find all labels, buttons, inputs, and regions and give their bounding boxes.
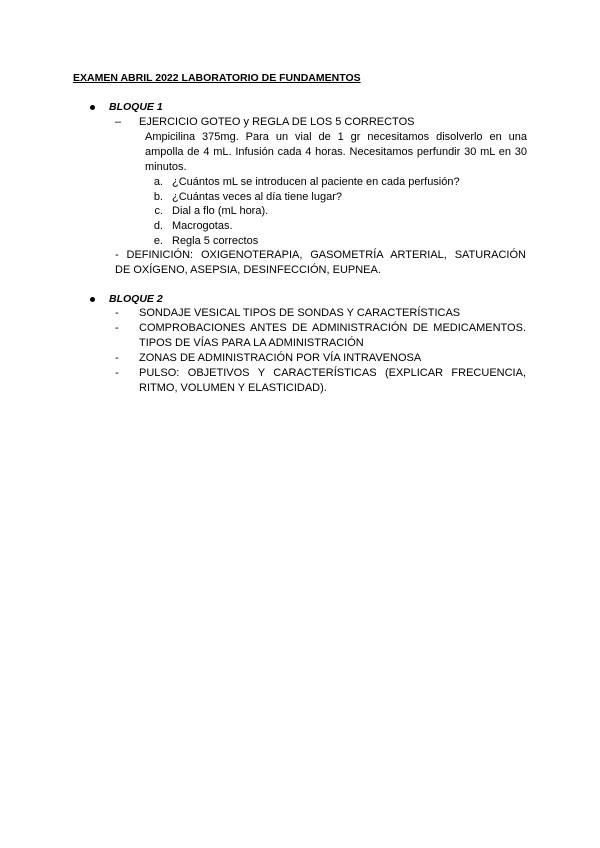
bloque2-heading-row	[90, 292, 163, 307]
dash-marker: -	[115, 322, 119, 334]
question-text: ¿Cuántas veces al día tiene lugar?	[172, 191, 342, 203]
bullet-icon	[90, 297, 95, 302]
item-line: PULSO: OBJETIVOS Y CARACTERÍSTICAS (EXPLICAR FRECUENCIA,	[139, 367, 526, 379]
bloque2-item-sondaje-text: SONDAJE VESICAL TIPOS DE SONDAS Y CARACTERÍSTICAS	[139, 307, 461, 319]
paragraph-line: minutos.	[145, 161, 187, 173]
question-e	[145, 234, 258, 249]
definition-line: - DEFINICIÓN: OXIGENOTERAPIA, GASOMETRÍA ARTERIAL, SATURACIÓN	[115, 249, 526, 261]
bloque1-item-goteo	[115, 115, 414, 130]
list-letter: b.	[153, 191, 163, 203]
question-b	[145, 190, 342, 205]
question-a	[145, 175, 460, 190]
definition-line: DE OXÍGENO, ASEPSIA, DESINFECCIÓN, EUPNEA.	[115, 264, 381, 276]
bloque1-definitions	[115, 248, 526, 278]
list-letter: a.	[153, 176, 163, 188]
question-text: ¿Cuántos mL se introducen al paciente en cada perfusión?	[172, 176, 460, 188]
question-text: Dial a flo (mL hora).	[172, 205, 269, 217]
item-line: TIPOS DE VÍAS PARA LA ADMINISTRACIÓN	[139, 337, 364, 349]
question-d	[145, 219, 233, 234]
dash-marker: -	[115, 352, 119, 364]
paragraph-line: Ampicilina 375mg. Para un vial de 1 gr necesitamos disolverlo en una	[145, 131, 527, 143]
bloque2-item-zonas	[115, 351, 421, 366]
bloque2-item-zonas-text: ZONAS DE ADMINISTRACIÓN POR VÍA INTRAVENOSA	[139, 352, 422, 364]
bloque2-item-pulso	[115, 366, 526, 396]
question-text: Regla 5 correctos	[172, 235, 259, 247]
dash-marker: –	[115, 116, 122, 128]
question-c	[145, 204, 268, 219]
exam-title: EXAMEN ABRIL 2022 LABORATORIO DE FUNDAMENTOS	[73, 72, 361, 84]
bloque2-heading: BLOQUE 2	[109, 293, 163, 305]
item-line: COMPROBACIONES ANTES DE ADMINISTRACIÓN DE MEDICAMENTOS.	[139, 322, 526, 334]
list-letter: e.	[153, 235, 163, 247]
bloque1-item-goteo-text: EJERCICIO GOTEO y REGLA DE LOS 5 CORRECTOS	[139, 116, 415, 128]
dash-marker: -	[115, 367, 119, 379]
question-text: Macrogotas.	[172, 220, 233, 232]
list-letter: d.	[153, 220, 163, 232]
bloque1-heading-row	[90, 100, 163, 115]
list-letter: c.	[154, 205, 163, 217]
bloque1-exercise-paragraph	[145, 130, 527, 175]
item-line: RITMO, VOLUMEN Y ELASTICIDAD).	[139, 382, 327, 394]
paragraph-line: ampolla de 4 mL. Infusión cada 4 horas. Necesitamos perfundir 30 mL en 30	[145, 146, 527, 158]
dash-marker: -	[115, 307, 119, 319]
bloque1-heading: BLOQUE 1	[109, 101, 163, 113]
bloque2-item-comprobaciones	[115, 321, 526, 351]
bloque2-item-sondaje	[115, 306, 460, 321]
bullet-icon	[90, 105, 95, 110]
